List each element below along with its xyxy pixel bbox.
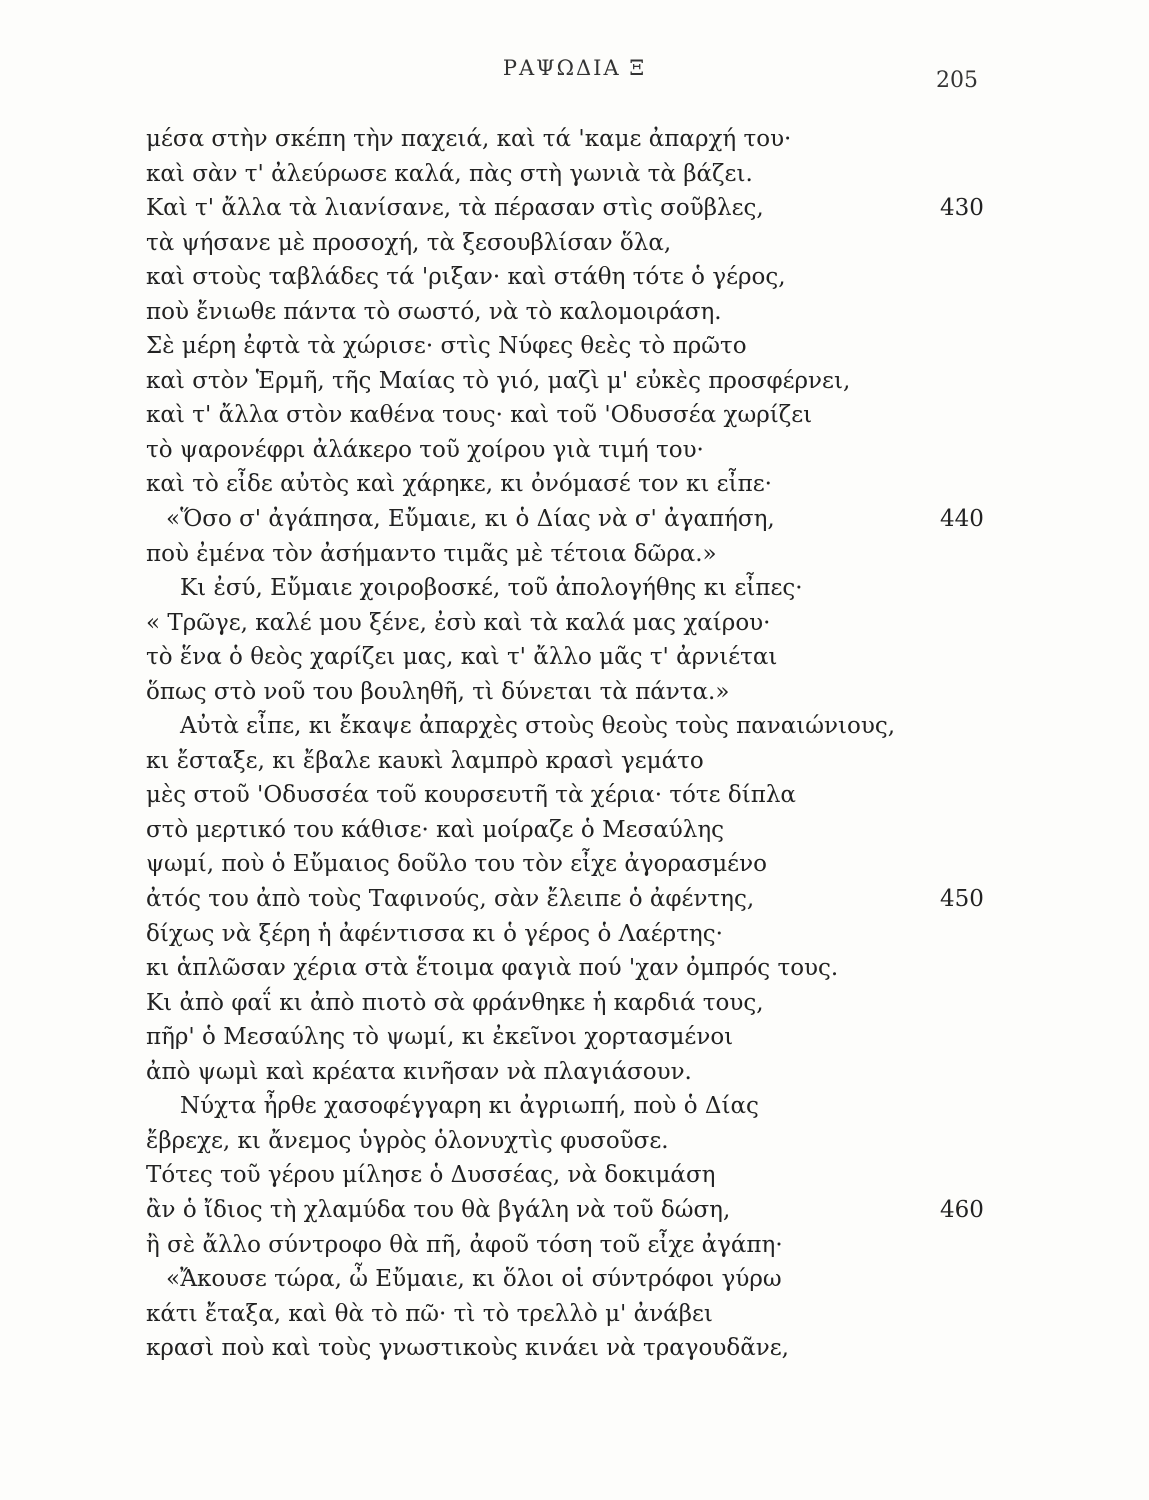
- verse-line-text: ὅπως στὸ νοῦ του βουληθῆ, τὶ δύνεται τὰ πάντα.»: [146, 678, 730, 705]
- verse-line: [146, 364, 1026, 399]
- verse-line-text: δίχως νὰ ξέρη ἡ ἀφέντισσα κι ὁ γέρος ὁ Λαέρτης·: [146, 920, 723, 947]
- verse-line: [146, 1055, 1026, 1090]
- verse-line: [146, 537, 1026, 572]
- verse-line-text: μέσα στὴν σκέπη τὴν παχειά, καὶ τά 'καμε ἀπαρχή του·: [146, 126, 792, 152]
- verse-line-text: καὶ στὸν Ἑρμῆ, τῆς Μαίας τὸ γιό, μαζὶ μ' εὐκὲς προσφέρνει,: [146, 367, 851, 394]
- line-number: 430: [940, 195, 984, 222]
- verse-line-text: Σὲ μέρη ἐφτὰ τὰ χώρισε· στὶς Νύφες θεὲς τὸ πρῶτο: [146, 333, 747, 360]
- verse-line-text: κι ἔσταξε, κι ἔβαλε κаυκὶ λαμπρὸ κρασὶ γεμάτο: [146, 747, 704, 774]
- verse-line-text: κι ἁπλῶσαν χέρια στὰ ἕτοιμα φαγιὰ πού 'χαν ὀμπρός τους.: [146, 955, 839, 982]
- verse-line-text: ποὺ ἐμένα τὸν ἀσήμαντο τιμᾶς μὲ τέτοια δῶρα.»: [146, 540, 717, 567]
- verse-line: [146, 951, 1026, 986]
- verse-line-text: στὸ μερτικό του κάθισε· καὶ μοίραζε ὁ Μεσαύλης: [146, 816, 724, 843]
- verse-line-text: ἔβρεχε, κι ἄνεμος ὑγρὸς ὁλονυχτὶς φυσοῦσε.: [146, 1127, 669, 1154]
- verse-line: [146, 260, 1026, 295]
- verse-line: [146, 882, 1026, 917]
- verse-line-text: Τότες τοῦ γέρου μίλησε ὁ Δυσσέας, νὰ δοκιμάση: [146, 1162, 716, 1189]
- verse-line: [146, 813, 1026, 848]
- verse-line: [146, 1124, 1026, 1159]
- verse-line: [146, 675, 1026, 710]
- verse-line: [146, 606, 1026, 641]
- verse-line-text: ψωμί, ποὺ ὁ Εὔμαιος δοῦλο του τὸν εἶχε ἀγορασμένο: [146, 851, 767, 878]
- verse-line-text: καὶ σὰν τ' ἀλεύρωσε καλά, πὰς στὴ γωνιὰ τὰ βάζει.: [146, 160, 753, 187]
- verse-line: [146, 1297, 1026, 1332]
- verse-block: [146, 122, 1026, 1366]
- verse-line-text: ποὺ ἔνιωθε πάντα τὸ σωστό, νὰ τὸ καλομοιράση.: [146, 298, 722, 325]
- verse-line-text: «Ὅσο σ' ἀγάπησα, Εὔμαιε, κι ὁ Δίας νὰ σ' ἀγαπήση,: [166, 506, 775, 533]
- verse-line-text: «Ἄκουσε τώρα, ὦ Εὔμαιε, κι ὅλοι οἱ σύντρόφοι γύρω: [166, 1266, 782, 1293]
- verse-line-text: κρασὶ ποὺ καὶ τοὺς γνωστικοὺς κινάει νὰ τραγουδᾶνε,: [146, 1335, 789, 1362]
- verse-line: [146, 191, 1026, 226]
- line-number: 450: [940, 886, 984, 913]
- verse-line-text: ἂν ὁ ἴδιος τὴ χλαμύδα του θὰ βγάλη νὰ τοῦ δώση,: [146, 1196, 731, 1223]
- verse-line: [146, 1262, 1026, 1297]
- verse-line: [146, 502, 1026, 537]
- verse-line: [146, 295, 1026, 330]
- verse-line: [146, 778, 1026, 813]
- verse-line: [146, 226, 1026, 261]
- line-number: 440: [940, 506, 984, 533]
- verse-line-text: ἢ σὲ ἄλλο σύντροφο θὰ πῆ, ἀφοῦ τόση τοῦ εἶχε ἀγάπη·: [146, 1231, 783, 1258]
- running-head-title: ΡΑΨΩΔΙΑ Ξ: [502, 56, 647, 80]
- verse-line: [146, 744, 1026, 779]
- verse-line: [146, 709, 1026, 744]
- verse-line: [146, 122, 1026, 157]
- line-number: 460: [940, 1196, 984, 1223]
- verse-line-text: τὸ ψαρονέφρι ἀλάκερο τοῦ χοίρου γιὰ τιμή του·: [146, 436, 704, 463]
- verse-line-text: τὰ ψήσανε μὲ προσοχή, τὰ ξεσουβλίσαν ὅλα,: [146, 229, 672, 256]
- verse-line: [146, 847, 1026, 882]
- verse-line: [146, 398, 1026, 433]
- verse-line: [146, 329, 1026, 364]
- verse-line-text: Καὶ τ' ἄλλα τὰ λιανίσανε, τὰ πέρασαν στὶς σοῦβλες,: [146, 195, 764, 222]
- verse-line: [146, 1158, 1026, 1193]
- verse-line-text: Νύχτα ἦρθε χασοφέγγαρη κι ἀγριωπή, ποὺ ὁ Δίας: [180, 1093, 759, 1120]
- verse-line: [146, 1193, 1026, 1228]
- verse-line-text: ἀτός του ἀπὸ τοὺς Ταφινούς, σὰν ἔλειπε ὁ ἀφέντης,: [146, 886, 755, 913]
- verse-line-text: τὸ ἕνα ὁ θεὸς χαρίζει μας, καὶ τ' ἄλλο μᾶς τ' ἀρνιέται: [146, 644, 778, 671]
- verse-line-text: κάτι ἔταξα, καὶ θὰ τὸ πῶ· τὶ τὸ τρελλὸ μ' ἀνάβει: [146, 1300, 713, 1327]
- verse-line-text: μὲς στοῦ 'Οδυσσέα τοῦ κουρσευτῆ τὰ χέρια· τότε δίπλα: [146, 782, 796, 809]
- verse-line: [146, 1331, 1026, 1366]
- verse-line-text: ἀπὸ ψωμὶ καὶ κρέατα κινῆσαν νὰ πλαγιάσουν.: [146, 1058, 692, 1085]
- verse-line-text: Κι ἐσύ, Εὔμαιε χοιροβοσκέ, τοῦ ἀπολογήθης κι εἶπες·: [180, 575, 803, 602]
- verse-line-text: « Τρῶγε, καλέ μου ξένε, ἐσὺ καὶ τὰ καλά μας χαίρου·: [146, 609, 771, 636]
- verse-line: [146, 1089, 1026, 1124]
- verse-line-text: καὶ τ' ἄλλα στὸν καθένα τους· καὶ τοῦ 'Οδυσσέα χωρίζει: [146, 402, 813, 429]
- verse-line-text: πῆρ' ὁ Μεσαύλης τὸ ψωμί, κι ἐκεῖνοι χορτασμένοι: [146, 1024, 734, 1051]
- verse-line-text: Κι ἀπὸ φαΐ κι ἀπὸ πιοτὸ σὰ φράνθηκε ἡ καρδιά τους,: [146, 989, 764, 1016]
- verse-line: [146, 467, 1026, 502]
- verse-line-text: καὶ στοὺς ταβλάδες τά 'ριξαν· καὶ στάθη τότε ὁ γέρος,: [146, 264, 786, 291]
- verse-line-text: καὶ τὸ εἶδε αὐτὸς καὶ χάρηκε, κι ὀνόμασέ τον κι εἶπε·: [146, 471, 772, 498]
- verse-line: [146, 1228, 1026, 1263]
- verse-line: [146, 640, 1026, 675]
- verse-line: [146, 571, 1026, 606]
- verse-line: [146, 433, 1026, 468]
- verse-line: [146, 986, 1026, 1021]
- verse-line: [146, 157, 1026, 192]
- page-number: 205: [936, 68, 978, 93]
- verse-line: [146, 917, 1026, 952]
- verse-line: [146, 1020, 1026, 1055]
- verse-line-text: Αὐτὰ εἶπε, κι ἔκαψε ἀπαρχὲς στοὺς θεοὺς τοὺς παναιώνιους,: [180, 713, 896, 740]
